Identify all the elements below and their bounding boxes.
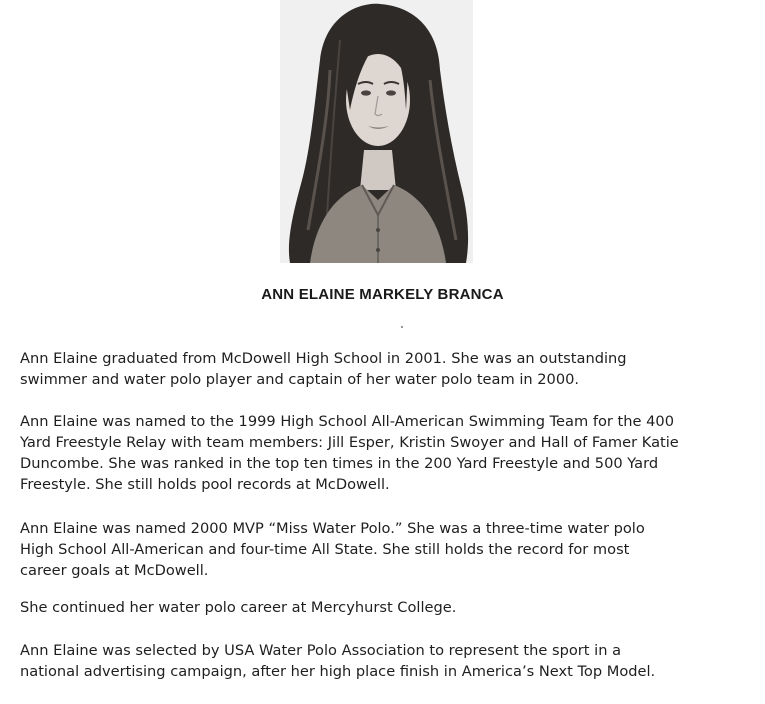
bio-paragraph-1: Ann Elaine graduated from McDowell High School in 2001. She was an outstanding swimmer and water polo player and captain of her water polo team in 2000. xyxy=(20,350,627,388)
speck xyxy=(401,326,403,328)
page-title: ANN ELAINE MARKELY BRANCA xyxy=(261,286,504,303)
portrait-illustration xyxy=(280,0,473,263)
bio-paragraph-4: She continued her water polo career at Mercyhurst College. xyxy=(20,599,457,616)
bio-paragraph-2: Ann Elaine was named to the 1999 High School All-American Swimming Team for the 400 Yard Freestyle Relay with team members: Jill Esper, Kristin Swoyer and Hall of Famer Katie Duncombe. She was ranked in the top ten times in the 200 Yard Freestyle and 500 Yard Freestyle. She still holds pool records at McDowell. xyxy=(20,413,679,493)
bio-paragraph-3: Ann Elaine was named 2000 MVP “Miss Water Polo.” She was a three-time water polo High School All-American and four-time All State. She still holds the record for most career goals at McDowell. xyxy=(20,520,645,579)
portrait-photo xyxy=(280,0,473,263)
bio-paragraph-5: Ann Elaine was selected by USA Water Polo Association to represent the sport in a national advertising campaign, after her high place finish in America’s Next Top Model. xyxy=(20,642,656,680)
